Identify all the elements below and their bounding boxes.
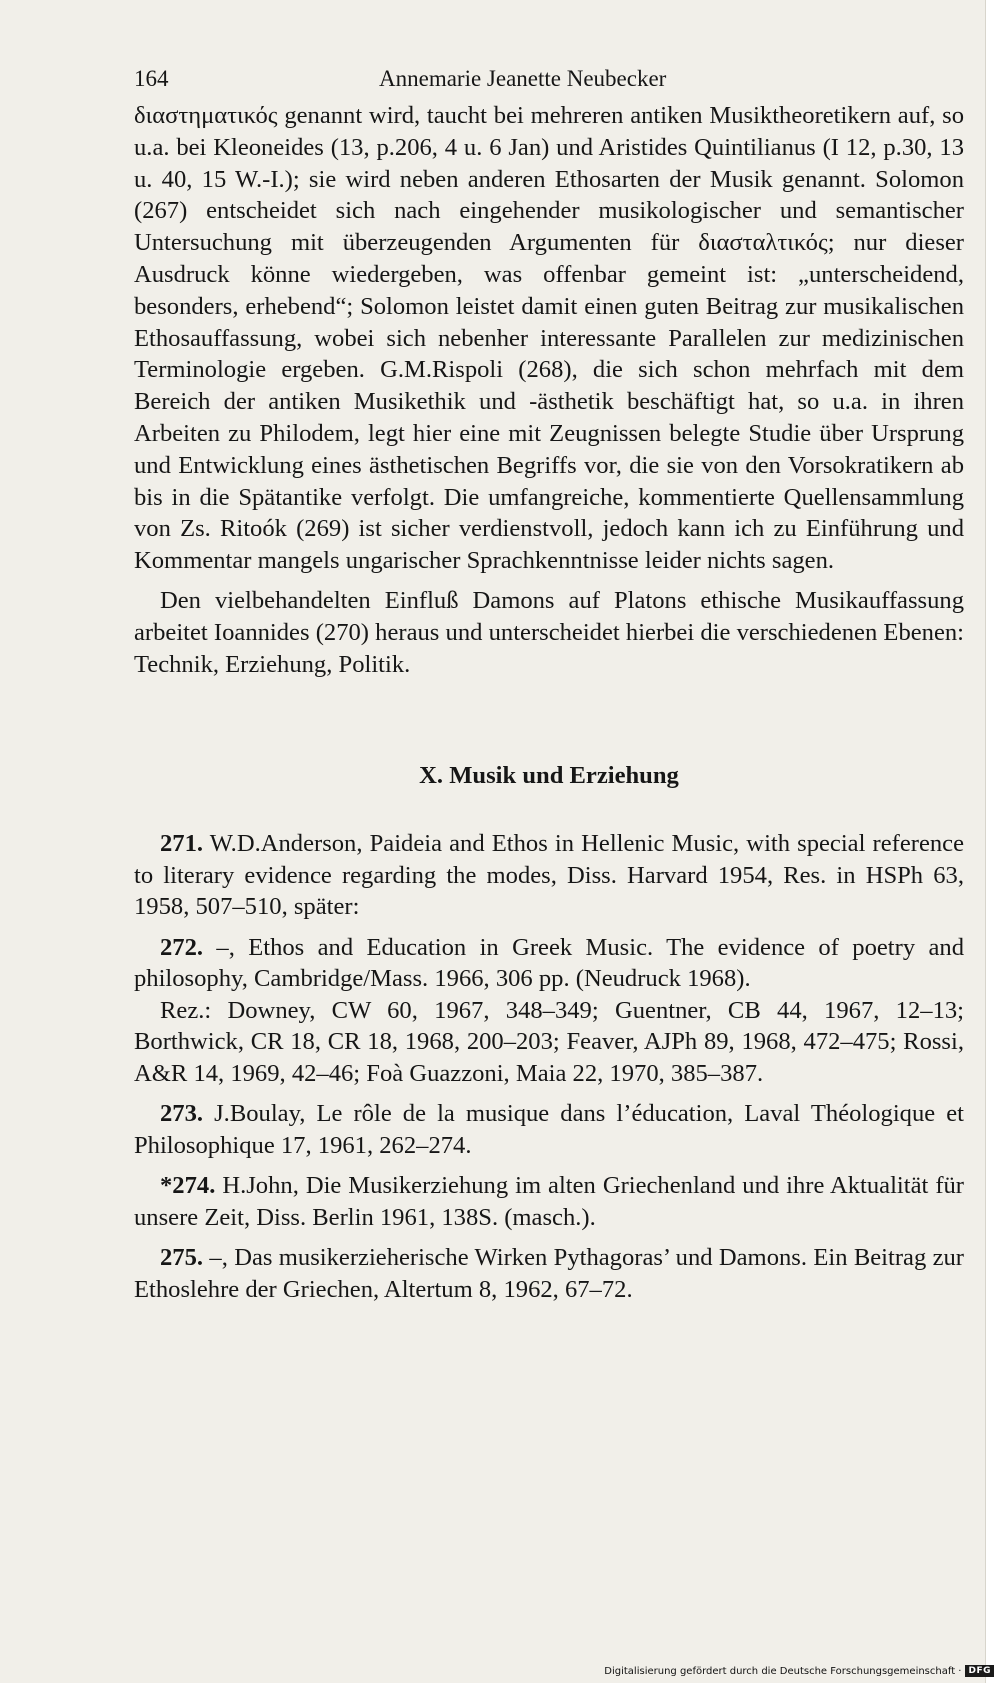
scan-margin — [985, 0, 1000, 1683]
entry-text: –, Das musikerzieherische Wirken Pythagoras’ und Damons. Ein Beitrag zur Ethoslehre der Griechen, Altertum 8, 1962, 67–72. — [134, 1244, 964, 1303]
paragraph: διαστηματικός genannt wird, taucht bei mehreren antiken Musiktheoretikern auf, so u.a. bei Kleoneides (13, p.206, 4 u. 6 Jan) und Aristides Quintilianus (I 12, p.30, 13 u. 40, 15 W.-I.); sie wird neben anderen Ethosarten der Musik genannt. Solomon (267) entscheidet sich nach eingehender musikologischer und semantischer Untersuchung mit überzeugenden Argumenten für διασταλτικός; nur dieser Ausdruck könne wiedergeben, was offenbar gemeint ist: „unterscheidend, besonders, erhebend“; Solomon leistet damit einen guten Beitrag zur musikalischen Ethosauffassung, wobei sich nebenher interessante Parallelen zur medizinischen Terminologie ergeben. G.M.Rispoli (268), die sich schon mehrfach mit dem Bereich der antiken Musikethik und -ästhetik beschäftigt hat, so u.a. in ihren Arbeiten zu Philodem, legt hier eine mit Zeugnissen belegte Studie über Ursprung und Entwicklung eines ästhetischen Begriffs vor, die sie von den Vorsokratikern ab bis in die Spätantike verfolgt. Die umfangreiche, kommentierte Quellensammlung von Zs. Ritoók (269) ist sicher verdienstvoll, jedoch kann ich zu Einführung und Kommentar mangels ungarischer Sprachkenntnisse leider nichts sagen. — [134, 102, 964, 575]
bibliography-list — [134, 828, 964, 1305]
bibliography-entry — [134, 1242, 964, 1305]
digitization-footer — [604, 1665, 994, 1677]
entry-number: 272. — [160, 933, 204, 961]
entry-number: *274. — [160, 1172, 216, 1200]
entry-number: 273. — [160, 1100, 204, 1128]
book-page — [134, 60, 964, 1314]
bibliography-entry — [134, 828, 964, 923]
entry-text: Rez.: Downey, CW 60, 1967, 348–349; Guentner, CB 44, 1967, 12–13; Borthwick, CR 18, CR 18, 1968, 200–203; Feaver, AJPh 89, 1968, 472–475; Rossi, A&R 14, 1969, 42–46; Foà Guazzoni, Maia 22, 1970, 385–387. — [134, 996, 964, 1087]
bibliography-entry — [134, 1098, 964, 1161]
body-text — [134, 100, 964, 680]
entry-number: 271. — [160, 830, 204, 858]
entry-number: 275. — [160, 1244, 204, 1272]
dfg-logo: DFG — [965, 1665, 994, 1677]
page-number: 164 — [134, 66, 169, 91]
review-entry — [134, 995, 964, 1090]
running-title: Annemarie Jeanette Neubecker — [379, 66, 667, 91]
entry-text: –, Ethos and Education in Greek Music. The evidence of poetry and philosophy, Cambridge/Mass. 1966, 306 pp. (Neudruck 1968). — [134, 933, 964, 993]
bibliography-entry — [134, 1170, 964, 1233]
entry-text: J.Boulay, Le rôle de la musique dans l’éducation, Laval Théologique et Philosophique 17, 1961, 262–274. — [134, 1100, 964, 1159]
running-head — [134, 60, 964, 100]
bibliography-entry — [134, 932, 964, 995]
section-heading: X. Musik und Erziehung — [419, 762, 679, 790]
paragraph: Den vielbehandelten Einfluß Damons auf Platons ethische Musikauffassung arbeitet Ioannides (270) heraus und unterscheidet hierbei die verschiedenen Ebenen: Technik, Erziehung, Politik. — [134, 586, 964, 678]
entry-text: H.John, Die Musikerziehung im alten Griechenland und ihre Aktualität für unsere Zeit, Diss. Berlin 1961, 138S. (masch.). — [134, 1172, 964, 1231]
entry-text: W.D.Anderson, Paideia and Ethos in Hellenic Music, with special reference to literary evidence regarding the modes, Diss. Harvard 1954, Res. in HSPh 63, 1958, 507–510, später: — [134, 830, 964, 921]
footer-credit: Digitalisierung gefördert durch die Deutsche Forschungsgemeinschaft · — [604, 1665, 962, 1677]
